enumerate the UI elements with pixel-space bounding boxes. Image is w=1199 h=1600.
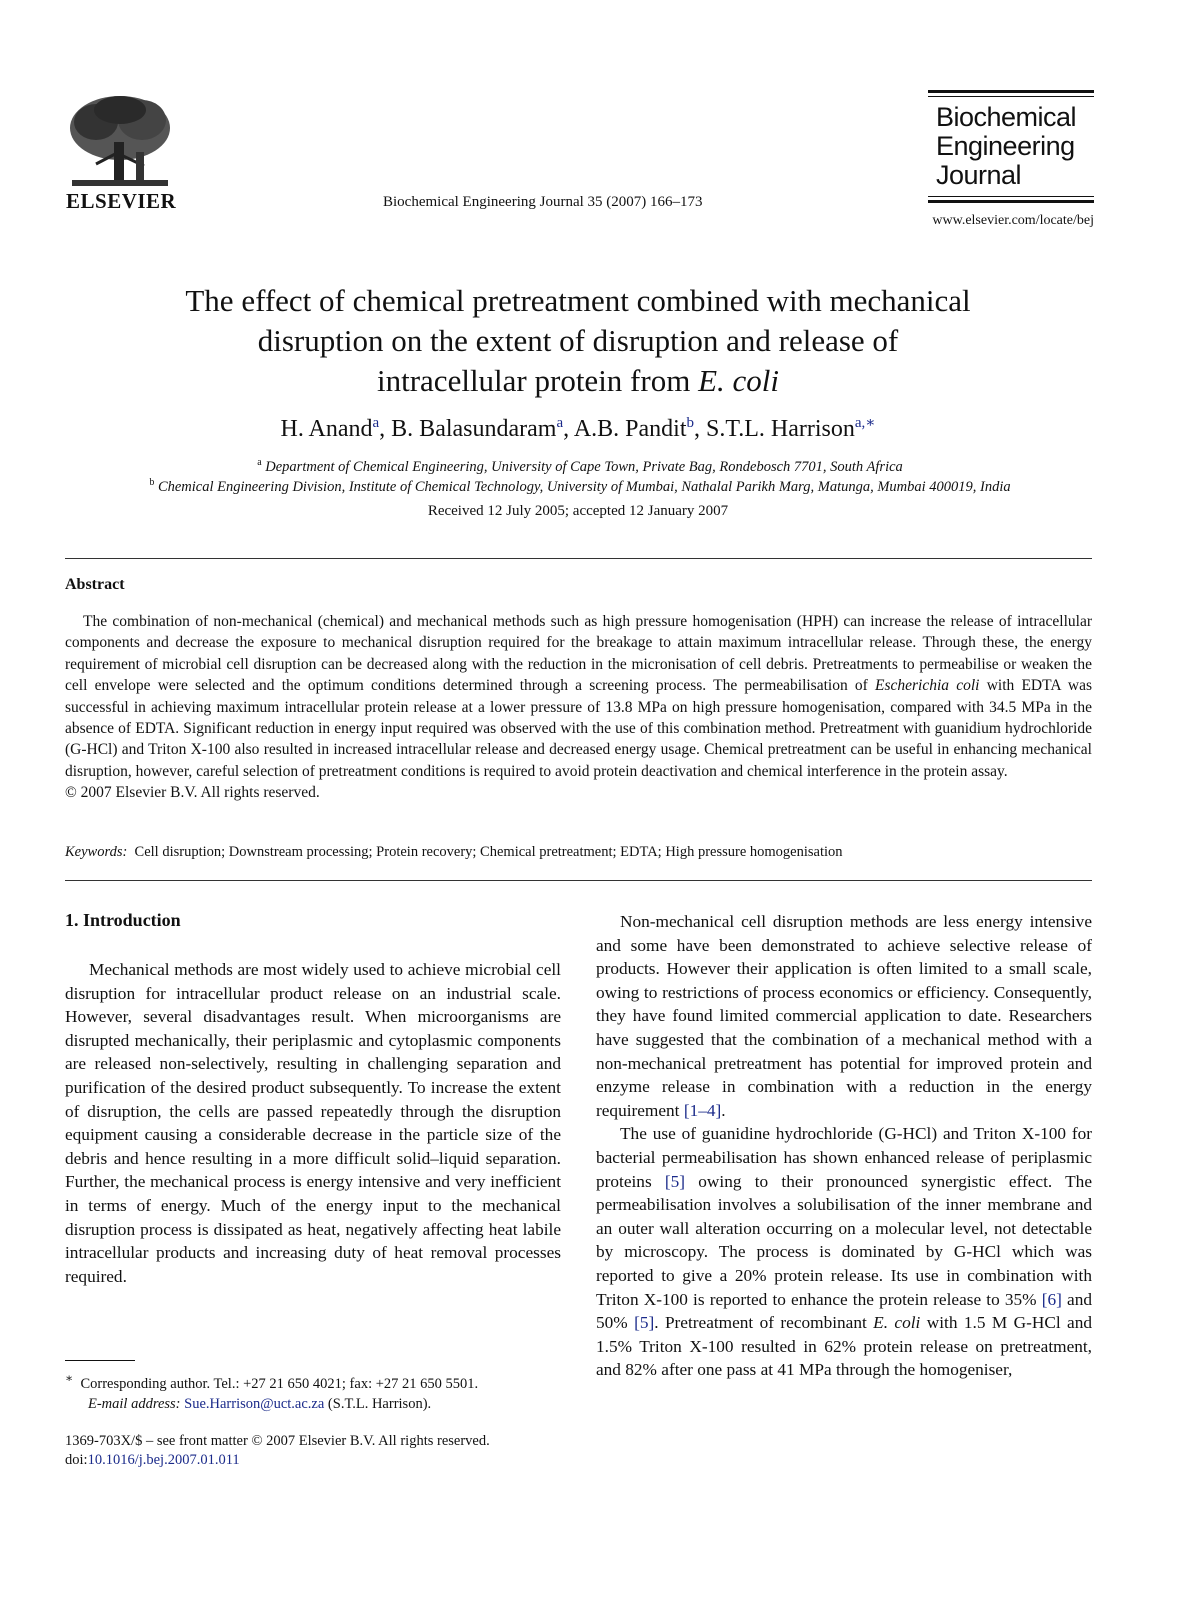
abstract-paragraph [65,611,1092,782]
author-name: H. Anand [280,416,373,442]
abstract-heading: Abstract [65,576,125,593]
journal-name-line-3: Journal [936,160,1022,190]
doi-link[interactable]: 10.1016/j.bej.2007.01.011 [87,1452,240,1468]
publisher-name: ELSEVIER [66,189,177,213]
author-name: B. Balasundaram [391,416,557,442]
corresponding-author-footnote [65,1368,565,1414]
abstract-organism: Escherichia coli [875,677,980,695]
email-link[interactable]: Sue.Harrison@uct.ac.za [184,1395,325,1412]
abstract-copyright: © 2007 Elsevier B.V. All rights reserved. [65,784,320,802]
issn-line: 1369-703X/$ – see front matter © 2007 Elsevier B.V. All rights reserved. [65,1433,490,1449]
front-matter [65,1432,625,1470]
author-affiliation-mark[interactable]: a [556,415,564,431]
affiliation-a [60,457,1100,476]
keywords-label: Keywords: [65,844,128,860]
title-line-3 [100,361,1056,401]
paragraph-text: Non-mechanical cell disruption methods are less energy intensive and some have been demonstrated to achieve selective release of products. However their application is often limited to a small scale, owing to restrictions of process economics or efficiency. Consequently, they have found limited commercial application to date. Researchers have suggested that the combination of a mechanical method with a non-mechanical pretreatment has potential for improved protein and enzyme release in combination with a reduction in the energy requirement [596,912,1092,1120]
title-line-3-text: intracellular protein from [377,363,699,398]
affiliation-text: Department of Chemical Engineering, University of Cape Town, Private Bag, Rondebosch 7701, South Africa [265,458,903,475]
citation-link[interactable]: [5] [634,1313,655,1333]
email-owner: (S.T.L. Harrison). [327,1395,432,1412]
doi-label: doi: [65,1452,88,1468]
paragraph-text: with 1.5 M G-HCl and 1.5% Triton X-100 resulted in 62% protein release on pretreatment, and 82% after one pass at 41 MPa through the homogeniser, [596,1313,1092,1380]
author-affiliation-mark[interactable]: b [686,415,695,431]
section-heading-introduction: 1. Introduction [65,910,181,930]
footnote-divider [65,1360,135,1361]
divider [65,880,1092,881]
author-name: A.B. Pandit [573,416,687,442]
article-title [100,281,1056,401]
affiliation-b [60,477,1100,496]
journal-masthead [928,90,1094,203]
paragraph-text: The use of guanidine hydrochloride (G-HCl) and Triton X-100 for bacterial permeabilisation has shown enhanced release of periplasmic proteins [596,1124,1092,1191]
footnote-mark: ∗ [65,1371,74,1385]
paragraph-text: . Pretreatment of recombinant [654,1313,874,1333]
keywords [65,844,1092,861]
footnote-text: Corresponding author. Tel.: +27 21 650 4021; fax: +27 21 650 5501. [80,1375,479,1392]
left-column [65,958,561,1288]
affiliation-mark: b [149,477,155,488]
journal-citation: Biochemical Engineering Journal 35 (2007) 166–173 [383,194,703,210]
title-line-2: disruption on the extent of disruption and release of [257,323,899,358]
affiliation-mark: a [257,457,262,468]
affiliation-text: Chemical Engineering Division, Institute of Chemical Technology, University of Mumbai, Nathalal Parikh Marg, Matunga, Mumbai 400019, India [157,478,1011,495]
paragraph-text: owing to their pronounced synergistic effect. The permeabilisation involves a solubilisation of the inner membrane and an outer wall alteration occurring on a molecular level, not detectable by microscopy. The process is dominated by G-HCl which was reported to give a 20% protein release. Its use in combination with Triton X-100 is reported to enhance the protein release to 35% [596,1171,1092,1309]
author-list: H. Anand$^a$, B. Balasundaram$^a$, A.B. Pandit$^b$, S.T.L. Harrison$^{a,∗}$ [280,415,876,442]
received-dates: Received 12 July 2005; accepted 12 January 2007 [427,503,729,519]
abstract-body [65,611,1092,804]
abstract-text-part: with EDTA was successful in achieving maximum intracellular protein release at a lower pressure of 13.8 MPa on high pressure homogenisation, compared with 34.5 MPa in the absence of EDTA. Significant reduction in energy input required was observed with the use of this combination method. Pretreatment with guanidium hydrochloride (G-HCl) and Triton X-100 also resulted in increased intracellular release and decreased energy usage. Chemical pretreatment can be useful in enhancing mechanical disruption, however, careful selection of pretreatment conditions is required to avoid protein deactivation and chemical interference in the protein assay. [65,677,1092,780]
divider [65,558,1092,559]
email-label: E-mail address: [88,1395,181,1412]
citation-link[interactable]: [6] [1041,1289,1062,1309]
intro-paragraph-3 [596,1122,1092,1382]
abstract-text-part: The combination of non-mechanical (chemical) and mechanical methods such as high pressure homogenisation (HPH) can increase the release of intracellular components and decrease the exposure to mechanical disruption required for the breakage to attain maximum intracellular release. Through these, the energy requirement of microbial cell disruption can be decreased along with the reduction in the micronisation of cell debris. Pretreatments to permeabilise or weaken the cell envelope were selected and the optimum conditions determined through a screening process. The permeabilisation of [65,613,1092,695]
title-line-1: The effect of chemical pretreatment combined with mechanical [185,283,971,318]
author-affiliation-mark[interactable]: a [372,415,380,431]
paragraph-text: and 50% [596,1289,1092,1333]
journal-url[interactable]: www.elsevier.com/locate/bej [932,213,1094,228]
journal-name-line-2: Engineering [936,131,1075,161]
citation-link[interactable]: [1–4] [683,1100,722,1120]
title-organism: E. coli [698,363,779,398]
right-column [596,910,1092,1382]
author-name: S.T.L. Harrison [706,416,855,442]
journal-name-line-1: Biochemical [936,102,1077,132]
organism-name: E. coli [873,1313,921,1333]
intro-paragraph-1: Mechanical methods are most widely used to achieve microbial cell disruption for intracellular product release on an industrial scale. However, several disadvantages result. When microorganisms are disrupted mechanically, their periplasmic and cytoplasmic components are released non-selectively, resulting in challenging separation and purification of the desired product subsequently. To increase the extent of disruption, the cells are passed repeatedly through the disruption equipment causing a considerable decrease in the particle size of the debris and hence resulting in a more difficult solid–liquid separation. Further, the mechanical process is energy intensive and very inefficient in terms of energy. Much of the energy input to the mechanical disruption process is dissipated as heat, negatively affecting heat labile intracellular products and increasing duty of heat removal processes required. [65,960,561,1286]
citation-link[interactable]: [5] [664,1171,686,1191]
keywords-text: Cell disruption; Downstream processing; Protein recovery; Chemical pretreatment; EDTA; High pressure homogenisation [134,844,843,860]
author-affiliation-mark[interactable]: a,∗ [854,415,876,431]
intro-paragraph-2: Non-mechanical cell disruption methods are less energy intensive and some have been demonstrated to achieve selective release of products. However their application is often limited to a small scale, owing to restrictions of process economics or efficiency. Consequently, they have found limited commercial application to date. Researchers have suggested that the combination of a mechanical method with a non-mechanical pretreatment has potential for improved protein and enzyme release in combination with a reduction in the energy requirement [1–4]. [596,912,1092,1120]
